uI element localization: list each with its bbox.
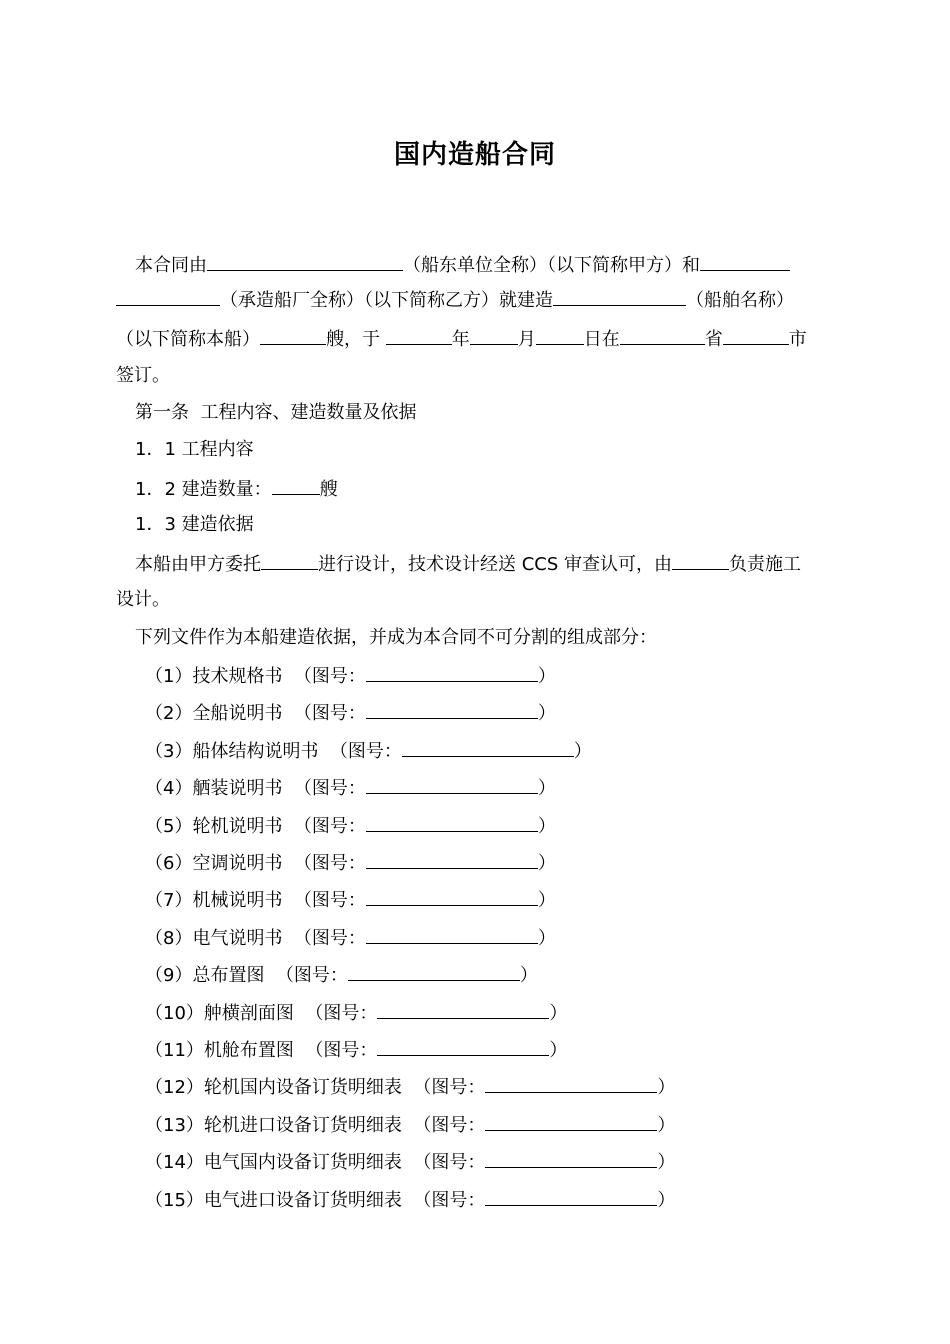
document-item-label: （15）电气进口设备订货明细表 （图号： bbox=[145, 1190, 486, 1211]
document-item-label: （3）船体结构说明书 （图号： bbox=[145, 741, 402, 762]
basis-text: 进行设计，技术设计经送 CCS 审查认可，由 bbox=[318, 554, 673, 575]
document-item-label: （14）电气国内设备订货明细表 （图号： bbox=[145, 1152, 486, 1173]
document-list-item bbox=[145, 813, 556, 839]
ship-name-blank[interactable] bbox=[553, 287, 686, 306]
document-item-label: （2）全船说明书 （图号： bbox=[145, 703, 366, 724]
closing-paren: ） bbox=[537, 928, 556, 949]
drawing-number-blank[interactable] bbox=[366, 700, 538, 719]
drawing-number-blank[interactable] bbox=[377, 1000, 549, 1019]
section-heading: 1．1 工程内容 bbox=[135, 439, 254, 460]
document-list-item bbox=[145, 1074, 675, 1100]
drawing-number-blank[interactable] bbox=[485, 1187, 657, 1206]
intro-line-2 bbox=[116, 287, 794, 313]
drawing-number-blank[interactable] bbox=[366, 887, 538, 906]
intro-text: 月 bbox=[517, 329, 536, 350]
build-quantity-blank[interactable] bbox=[272, 476, 320, 495]
document-item-label: （11）机舱布置图 （图号： bbox=[145, 1040, 378, 1061]
document-list-item bbox=[145, 775, 556, 801]
basis-text: 负责施工 bbox=[729, 554, 802, 575]
section-heading: 1．2 建造数量： bbox=[135, 479, 272, 500]
unit-label: 艘 bbox=[319, 479, 338, 500]
intro-text: （以下简称本船） bbox=[116, 329, 260, 350]
shipyard-name-blank-a[interactable] bbox=[700, 252, 790, 271]
closing-paren: ） bbox=[573, 741, 592, 762]
drawing-number-blank[interactable] bbox=[366, 663, 538, 682]
drawing-number-blank[interactable] bbox=[366, 850, 538, 869]
document-list-item bbox=[145, 887, 556, 913]
closing-paren: ） bbox=[549, 1003, 568, 1024]
document-item-label: （6）空调说明书 （图号： bbox=[145, 853, 366, 874]
year-blank[interactable] bbox=[386, 326, 452, 345]
document-item-label: （13）轮机进口设备订货明细表 （图号： bbox=[145, 1115, 486, 1136]
document-item-label: （1）技术规格书 （图号： bbox=[145, 666, 366, 687]
document-list-item bbox=[145, 850, 556, 876]
drawing-number-blank[interactable] bbox=[485, 1149, 657, 1168]
document-list-item bbox=[145, 1037, 567, 1063]
document-item-label: （8）电气说明书 （图号： bbox=[145, 928, 366, 949]
drawing-number-blank[interactable] bbox=[402, 738, 574, 757]
document-item-label: （10）舯横剖面图 （图号： bbox=[145, 1003, 378, 1024]
document-list-item bbox=[145, 962, 538, 988]
basis-line-1 bbox=[135, 551, 801, 577]
intro-text: （承造船厂全称）（以下简称乙方）就建造 bbox=[220, 290, 553, 311]
closing-paren: ） bbox=[537, 666, 556, 687]
closing-paren: ） bbox=[657, 1152, 676, 1173]
shipowner-name-blank[interactable] bbox=[207, 252, 403, 271]
document-item-label: （5）轮机说明书 （图号： bbox=[145, 816, 366, 837]
intro-line-4: 签订。 bbox=[116, 365, 170, 386]
document-list-item bbox=[145, 925, 556, 951]
intro-line-1 bbox=[135, 252, 790, 278]
intro-text: （船舶名称） bbox=[686, 290, 794, 311]
document-item-label: （12）轮机国内设备订货明细表 （图号： bbox=[145, 1077, 486, 1098]
document-list-item bbox=[145, 1187, 675, 1213]
closing-paren: ） bbox=[537, 778, 556, 799]
document-list-item bbox=[145, 700, 556, 726]
document-list-item bbox=[145, 663, 556, 689]
closing-paren: ） bbox=[657, 1190, 676, 1211]
document-list-item bbox=[145, 738, 592, 764]
intro-text: 艘，于 bbox=[326, 329, 380, 350]
section-build-quantity bbox=[135, 476, 338, 502]
intro-text: 省 bbox=[704, 329, 723, 350]
document-list-item bbox=[145, 1000, 567, 1026]
page-title: 国内造船合同 bbox=[393, 140, 556, 170]
documents-intro: 下列文件作为本船建造依据，并成为本合同不可分割的组成部分： bbox=[135, 627, 657, 648]
city-blank[interactable] bbox=[723, 326, 789, 345]
closing-paren: ） bbox=[537, 890, 556, 911]
drawing-number-blank[interactable] bbox=[377, 1037, 549, 1056]
closing-paren: ） bbox=[519, 965, 538, 986]
intro-text: 年 bbox=[451, 329, 470, 350]
basis-text: 本船由甲方委托 bbox=[135, 554, 261, 575]
construction-design-blank[interactable] bbox=[672, 551, 729, 570]
closing-paren: ） bbox=[537, 853, 556, 874]
drawing-number-blank[interactable] bbox=[485, 1074, 657, 1093]
intro-text: 市 bbox=[788, 329, 807, 350]
intro-line-3 bbox=[116, 326, 807, 352]
month-blank[interactable] bbox=[470, 326, 518, 345]
drawing-number-blank[interactable] bbox=[366, 925, 538, 944]
drawing-number-blank[interactable] bbox=[348, 962, 520, 981]
drawing-number-blank[interactable] bbox=[366, 813, 538, 832]
province-blank[interactable] bbox=[620, 326, 705, 345]
document-item-label: （7）机械说明书 （图号： bbox=[145, 890, 366, 911]
section-heading: 1．3 建造依据 bbox=[135, 514, 254, 535]
closing-paren: ） bbox=[657, 1077, 676, 1098]
drawing-number-blank[interactable] bbox=[485, 1112, 657, 1131]
drawing-number-blank[interactable] bbox=[366, 775, 538, 794]
closing-paren: ） bbox=[549, 1040, 568, 1061]
document-item-label: （4）舾装说明书 （图号： bbox=[145, 778, 366, 799]
closing-paren: ） bbox=[537, 703, 556, 724]
ship-count-blank[interactable] bbox=[260, 326, 326, 345]
day-blank[interactable] bbox=[536, 326, 584, 345]
basis-line-2: 设计。 bbox=[116, 589, 170, 610]
closing-paren: ） bbox=[537, 816, 556, 837]
intro-text: （船东单位全称）（以下简称甲方）和 bbox=[403, 255, 700, 276]
designer-blank[interactable] bbox=[261, 551, 318, 570]
intro-text: 日在 bbox=[583, 329, 620, 350]
document-list-item bbox=[145, 1112, 675, 1138]
document-list-item bbox=[145, 1149, 675, 1175]
article-heading: 第一条 工程内容、建造数量及依据 bbox=[135, 402, 417, 423]
closing-paren: ） bbox=[657, 1115, 676, 1136]
intro-text: 本合同由 bbox=[135, 255, 207, 276]
shipyard-name-blank-b[interactable] bbox=[116, 287, 220, 306]
document-item-label: （9）总布置图 （图号： bbox=[145, 965, 348, 986]
